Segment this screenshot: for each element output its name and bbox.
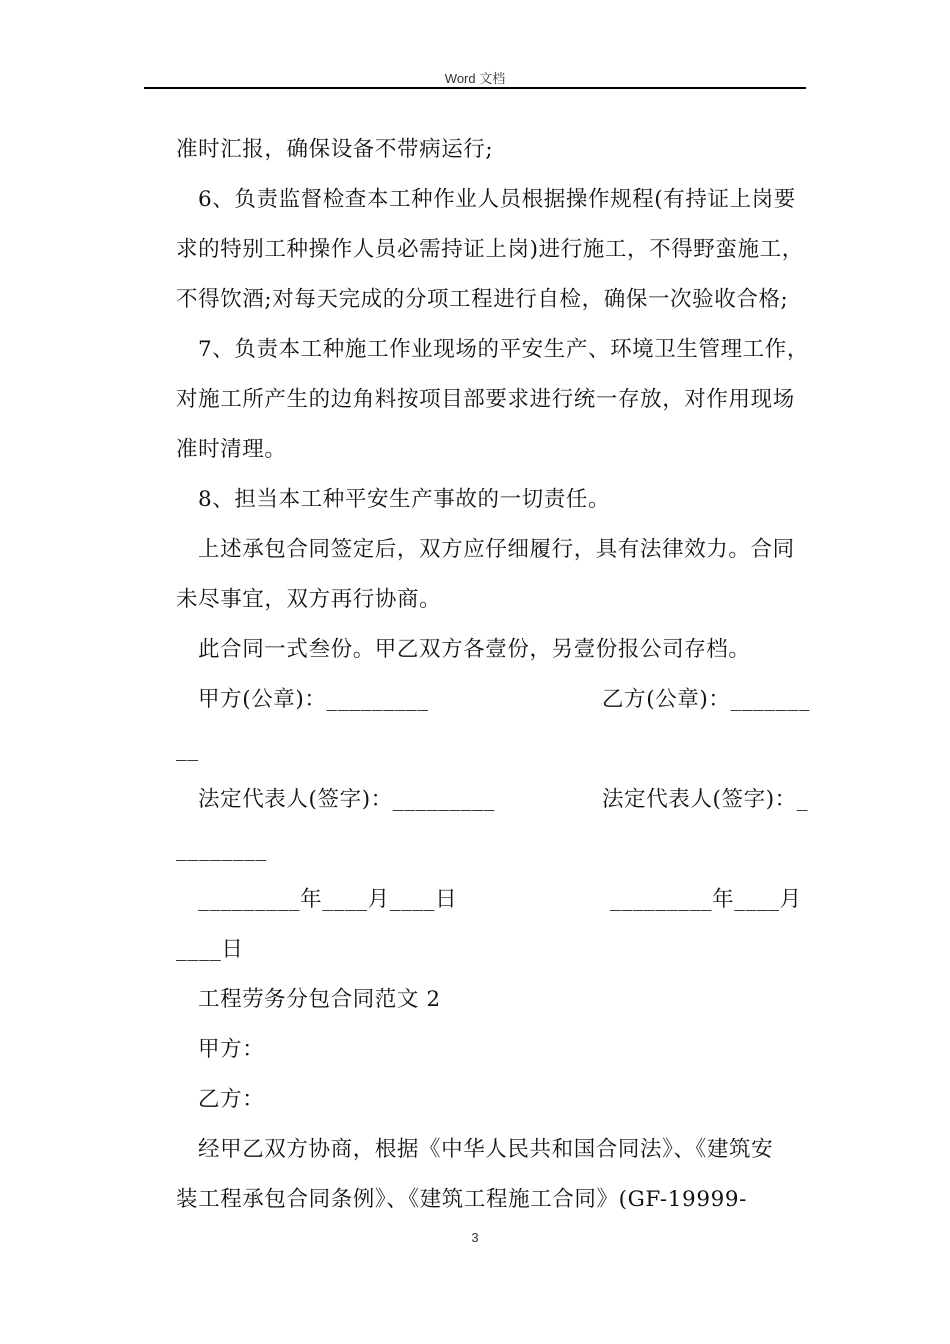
- party-b-date-field-cont: ____日: [176, 937, 244, 962]
- body-line: 经甲乙双方协商，根据《中华人民共和国合同法》、《建筑安: [198, 1137, 774, 1162]
- body-line: 不得饮酒;对每天完成的分项工程进行自检，确保一次验收合格;: [176, 287, 789, 312]
- clause-7-line: 7、负责本工种施工作业现场的平安生产、环境卫生管理工作，: [198, 337, 809, 362]
- body-line: 上述承包合同签定后，双方应仔细履行，具有法律效力。合同: [198, 537, 795, 562]
- party-a-date-field: _________年____月____日: [198, 887, 458, 912]
- body-line: 对施工所产生的边角料按项目部要求进行统一存放，对作用现场: [176, 387, 795, 412]
- party-a-rep-field: 法定代表人(签字)：_________: [198, 787, 495, 812]
- party-b-rep-field-cont: ________: [176, 837, 267, 862]
- party-b-seal-field-cont: __: [176, 737, 199, 762]
- page-number: 3: [471, 1230, 479, 1245]
- body-line: 此合同一式叁份。甲乙双方各壹份，另壹份报公司存档。: [198, 637, 751, 662]
- body-line: 准时汇报，确保设备不带病运行;: [176, 137, 494, 162]
- party-b-label: 乙方：: [198, 1087, 265, 1112]
- clause-6-line: 6、负责监督检查本工种作业人员根据操作规程(有持证上岗要: [198, 187, 796, 212]
- party-a-label: 甲方：: [198, 1037, 265, 1062]
- page-header-title: Word 文档: [444, 71, 506, 86]
- party-b-seal-field: 乙方(公章)：_______: [602, 687, 810, 712]
- clause-8-line: 8、担当本工种平安生产事故的一切责任。: [198, 487, 611, 512]
- body-line: 装工程承包合同条例》、《建筑工程施工合同》(GF-19999-: [176, 1187, 748, 1212]
- body-line: 准时清理。: [176, 437, 287, 462]
- header-divider: [144, 87, 806, 89]
- party-b-date-field: _________年____月: [610, 887, 802, 912]
- party-a-seal-field: 甲方(公章)：_________: [198, 687, 429, 712]
- body-line: 求的特别工种操作人员必需持证上岗)进行施工，不得野蛮施工，: [176, 237, 804, 262]
- party-b-rep-field: 法定代表人(签字)：_: [602, 787, 809, 812]
- section-title: 工程劳务分包合同范文 2: [198, 987, 441, 1012]
- body-line: 未尽事宜，双方再行协商。: [176, 587, 442, 612]
